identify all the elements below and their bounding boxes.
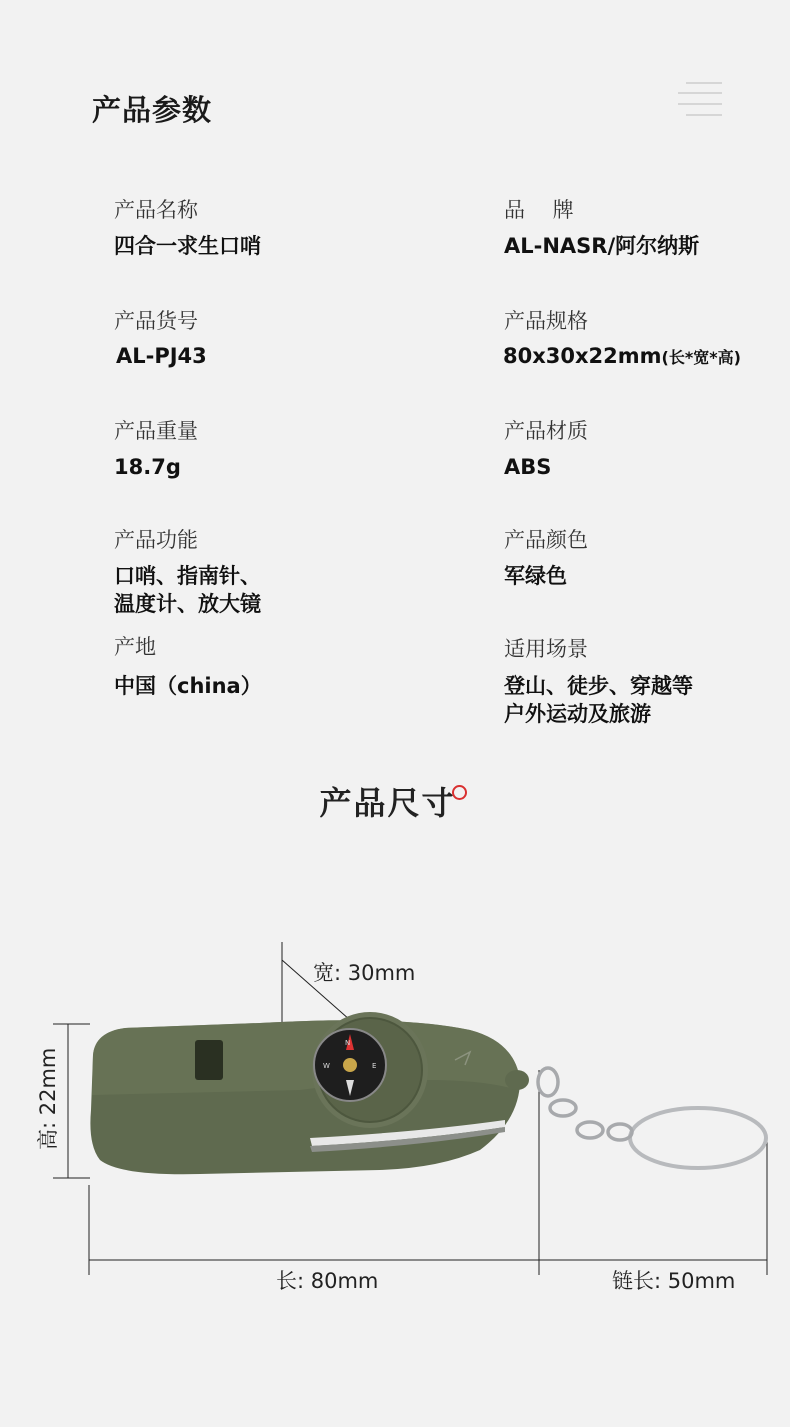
spec-value-origin: 中国（china） (114, 674, 262, 698)
spec-label-brand: 品 牌 (504, 198, 574, 222)
spec-label-origin: 产地 (114, 635, 156, 659)
svg-text:W: W (323, 1062, 330, 1070)
dimensions-title-text: 产品尺寸 (319, 784, 456, 822)
spec-value-size-main: 80x30x22mm (503, 344, 662, 368)
spec-value-material: ABS (504, 455, 552, 479)
spec-value-weight: 18.7g (114, 455, 181, 479)
spec-value-size (503, 342, 741, 372)
height-dimension-label: 高: 22mm (36, 1047, 60, 1150)
menu-lines-icon (678, 80, 722, 120)
red-circle-icon (452, 785, 467, 800)
spec-label-size: 产品规格 (504, 309, 588, 333)
spec-value-brand: AL-NASR/阿尔纳斯 (504, 234, 700, 258)
spec-value-function-line1: 口哨、指南针、 (114, 564, 261, 588)
spec-value-sku: AL-PJ43 (116, 344, 207, 368)
params-section-title: 产品参数 (92, 93, 213, 127)
dimensions-section-title (0, 778, 790, 824)
spec-label-usage: 适用场景 (504, 637, 588, 661)
svg-text:E: E (372, 1062, 377, 1070)
spec-value-function-line2: 温度计、放大镜 (114, 592, 261, 616)
width-dimension-label: 宽: 30mm (313, 961, 416, 985)
spec-label-sku: 产品货号 (114, 309, 198, 333)
spec-label-function: 产品功能 (114, 528, 198, 552)
length-dimension-label: 长: 80mm (276, 1269, 379, 1293)
spec-label-weight: 产品重量 (114, 419, 198, 443)
spec-value-name: 四合一求生口哨 (114, 234, 261, 258)
chain-length-label: 链长: 50mm (612, 1269, 736, 1293)
spec-label-color: 产品颜色 (504, 528, 588, 552)
spec-value-usage-line1: 登山、徒步、穿越等 (504, 674, 693, 698)
spec-value-size-suffix: (长*宽*高) (661, 348, 741, 367)
spec-label-material: 产品材质 (504, 419, 588, 443)
spec-value-usage-line2: 户外运动及旅游 (504, 702, 651, 726)
svg-text:N: N (345, 1039, 351, 1047)
spec-value-color: 军绿色 (504, 564, 567, 588)
spec-label-name: 产品名称 (114, 198, 198, 222)
